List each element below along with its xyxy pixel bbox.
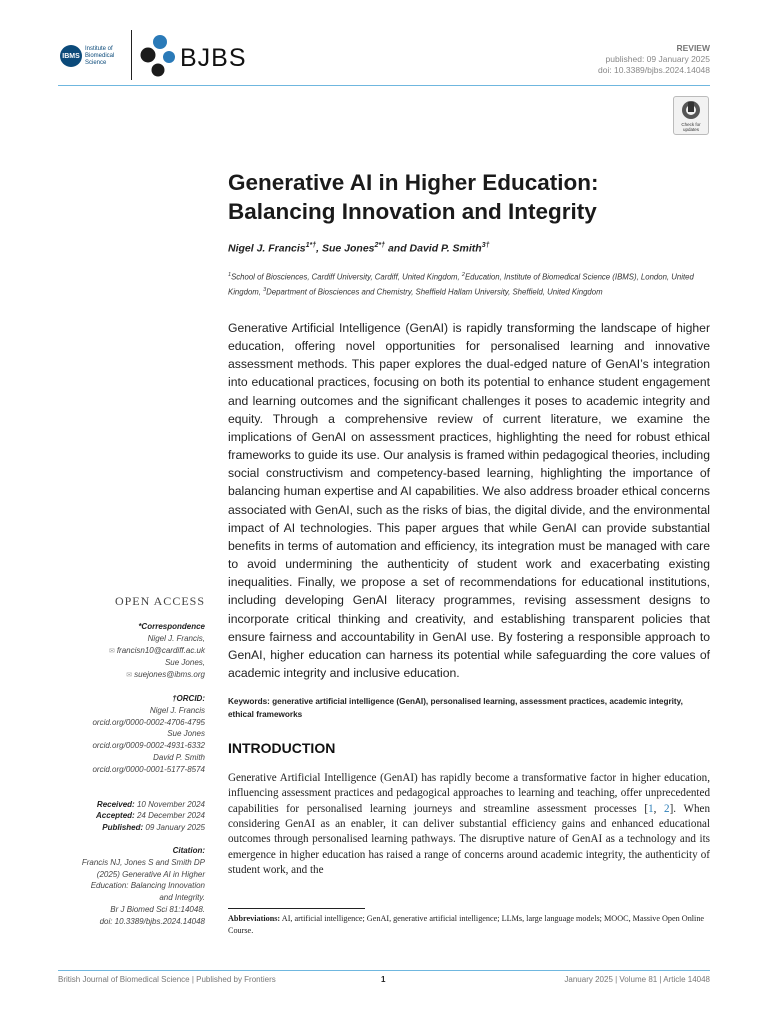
author-name: Nigel J. Francis xyxy=(228,242,306,255)
footnote-rule xyxy=(228,908,365,909)
citation-label: Citation: xyxy=(172,845,205,855)
keywords xyxy=(228,695,710,721)
abstract: Generative Artificial Intelligence (GenAI) is rapidly transforming the landscape of higher education, offering novel opportunities for personalised learning and innovative assessment methods. This paper explores the dual-edged nature of GenAI’s integration into educational practices, focusing on both its potential to enhance student engagement and learning outcomes and the significant challenges it poses to academic integrity and equity. Through a comprehensive review of current literature, we examine the implications of GenAI on assessment practices, highlighting the need for robust ethical frameworks to guide its use. Our analysis is framed within pedagogical theories, including social constructivism and competency-based learning, highlighting the importance of balancing human expertise and AI capabilities. We also address broader ethical concerns associated with GenAI, such as the risks of bias, the digital divide, and the environmental impact of AI technologies. This paper argues that while GenAI can provide substantial benefits in terms of automation and efficiency, its integration must be managed with care to avoid undermining the authenticity of student work and exacerbating existing inequalities. Finally, we propose a set of recommendations for educational institutions, including developing GenAI literacy programmes, revising assessment designs to incorporate critical thinking and creativity, and establishing transparent policies that ensure fairness and accountability in GenAI use. By fostering a responsible approach to GenAI, higher education can harness its potential while safeguarding the core values of academic integrity and inclusive education. xyxy=(228,321,710,680)
header-divider xyxy=(131,30,132,80)
footer-rule xyxy=(58,970,710,971)
citation-line: Br J Biomed Sci 81:14048. xyxy=(110,904,205,914)
orcid-name: David P. Smith xyxy=(153,752,205,762)
article-doi: doi: 10.3389/bjbs.2024.14048 xyxy=(597,65,710,75)
bookmark-icon xyxy=(674,97,708,121)
header-rule xyxy=(58,85,710,86)
abbreviations-label: Abbreviations: xyxy=(228,914,281,923)
author-separator: and xyxy=(385,242,410,255)
author-name: Sue Jones xyxy=(321,242,375,255)
ibms-logo-line1: Institute of xyxy=(85,46,113,52)
accepted-row xyxy=(40,810,205,822)
open-access-label: OPEN ACCESS xyxy=(114,594,205,608)
affiliations xyxy=(228,269,708,298)
author-sup: 3† xyxy=(481,242,490,249)
citation-line: (2025) Generative AI in Higher xyxy=(96,869,205,879)
affiliation-text: School of Biosciences, Cardiff University, Cardiff, United Kingdom, xyxy=(231,272,462,282)
check-updates-label xyxy=(674,122,708,132)
article-meta xyxy=(598,43,710,76)
article-title xyxy=(228,168,708,226)
correspondence-email[interactable]: suejones@ibms.org xyxy=(134,670,205,680)
orcid-name: Sue Jones xyxy=(167,729,205,739)
affiliation-text: Department of Biosciences and Chemistry, Sheffield Hallam University, Sheffield, United Kingdom xyxy=(266,287,603,297)
article-type: REVIEW xyxy=(676,43,710,53)
orcid-link[interactable]: orcid.org/0000-0001-5177-8574 xyxy=(92,764,205,774)
citation-link[interactable]: 1 xyxy=(648,802,654,815)
correspondence-label: *Correspondence xyxy=(138,622,205,631)
introduction-paragraph xyxy=(228,771,710,878)
citation-line: doi: 10.3389/bjbs.2024.14048 xyxy=(99,916,205,926)
keywords-label: Keywords: xyxy=(228,697,270,706)
author-separator: , xyxy=(316,242,322,255)
page-number: 1 xyxy=(381,975,386,984)
title-line-1: Generative AI in Higher Education: xyxy=(228,170,599,195)
correspondence-email[interactable]: francisn10@cardiff.ac.uk xyxy=(116,645,205,655)
ibms-logo-line2: Biomedical Science xyxy=(85,53,115,66)
correspondence-email-row xyxy=(40,645,205,658)
footer-journal: British Journal of Biomedical Science | Published by Frontiers xyxy=(58,975,276,984)
published-row xyxy=(40,822,205,834)
bjbs-molecule-icon xyxy=(138,33,180,79)
citation-link[interactable]: 2 xyxy=(664,802,670,815)
mail-icon: ✉ xyxy=(108,647,115,655)
author-list xyxy=(228,242,490,255)
ibms-logo xyxy=(60,36,122,76)
journal-logo-text: BJBS xyxy=(180,44,247,72)
citation-separator: , xyxy=(653,802,665,815)
citation-line: and Integrity. xyxy=(159,893,205,903)
citation-line: Education: Balancing Innovation xyxy=(90,881,205,891)
section-heading-introduction: INTRODUCTION xyxy=(228,740,336,756)
affiliation-sup: 2 xyxy=(461,272,465,278)
received-label: Received: xyxy=(96,799,135,809)
citation-line: Francis NJ, Jones S and Smith DP xyxy=(81,857,205,867)
bjbs-logo xyxy=(138,33,248,79)
accepted-date: 24 December 2024 xyxy=(136,811,205,821)
article-sidebar xyxy=(40,621,205,928)
abbreviations-footnote xyxy=(228,913,710,936)
accepted-label: Accepted: xyxy=(96,811,135,821)
affiliation-text: Education, Institute of Biomedical Science (IBMS), London, United Kingdom, xyxy=(228,272,694,297)
orcid-link[interactable]: orcid.org/0009-0002-4931-6332 xyxy=(92,741,205,751)
abbreviations-text: AI, artificial intelligence; GenAI, generative artificial intelligence; LLMs, large language models; MOOC, Massive Open Online Course. xyxy=(228,914,705,935)
published-date: published: 09 January 2025 xyxy=(605,54,710,64)
received-date: 10 November 2024 xyxy=(136,799,205,809)
orcid-label: †ORCID: xyxy=(172,693,205,703)
ibms-logo-text xyxy=(85,46,125,67)
author-name: David P. Smith xyxy=(409,242,482,255)
orcid-link[interactable]: orcid.org/0000-0002-4706-4795 xyxy=(92,717,205,727)
received-row xyxy=(40,799,205,811)
author-sup: 2*† xyxy=(374,242,386,249)
intro-text: Generative Artificial Intelligence (GenAI) has rapidly become a transformative factor in higher education, influencing assessment practices and pedagogical approaches to learning and teaching, offer unprecedented capabilities for personalised learning journeys and streamline assessment processes [ xyxy=(228,772,710,815)
published-date-sidebar: 09 January 2025 xyxy=(145,823,205,833)
orcid-name: Nigel J. Francis xyxy=(149,705,205,715)
footer-issue: January 2025 | Volume 81 | Article 14048 xyxy=(564,975,710,984)
affiliation-sup: 1 xyxy=(228,272,232,278)
author-sup: 1*† xyxy=(305,242,317,249)
correspondence-name: Sue Jones, xyxy=(164,658,205,668)
ibms-logo-mark: IBMS xyxy=(60,45,82,67)
mail-icon: ✉ xyxy=(126,672,133,680)
check-updates-line1: Check for xyxy=(681,122,701,127)
keywords-text: generative artificial intelligence (GenAI), personalised learning, assessment practices, academic integrity, ethical frameworks xyxy=(228,697,683,719)
check-for-updates-button[interactable] xyxy=(673,96,709,135)
correspondence-name: Nigel J. Francis, xyxy=(147,633,205,643)
correspondence-email-row xyxy=(40,669,205,682)
intro-text: ]. When considering GenAI as an enabler, it can deliver substantial efficiency gains and enhanced educational outcomes through personalised learning pathways. The disruptive nature of GenAI as a technology and its emergence in higher education has raised a range of concerns around academic integrity, the authenticity of student work, and the xyxy=(228,802,711,877)
published-label: Published: xyxy=(102,823,144,833)
title-line-2: Balancing Innovation and Integrity xyxy=(228,199,597,224)
affiliation-sup: 3 xyxy=(263,286,267,293)
check-updates-line2: updates xyxy=(682,127,699,132)
